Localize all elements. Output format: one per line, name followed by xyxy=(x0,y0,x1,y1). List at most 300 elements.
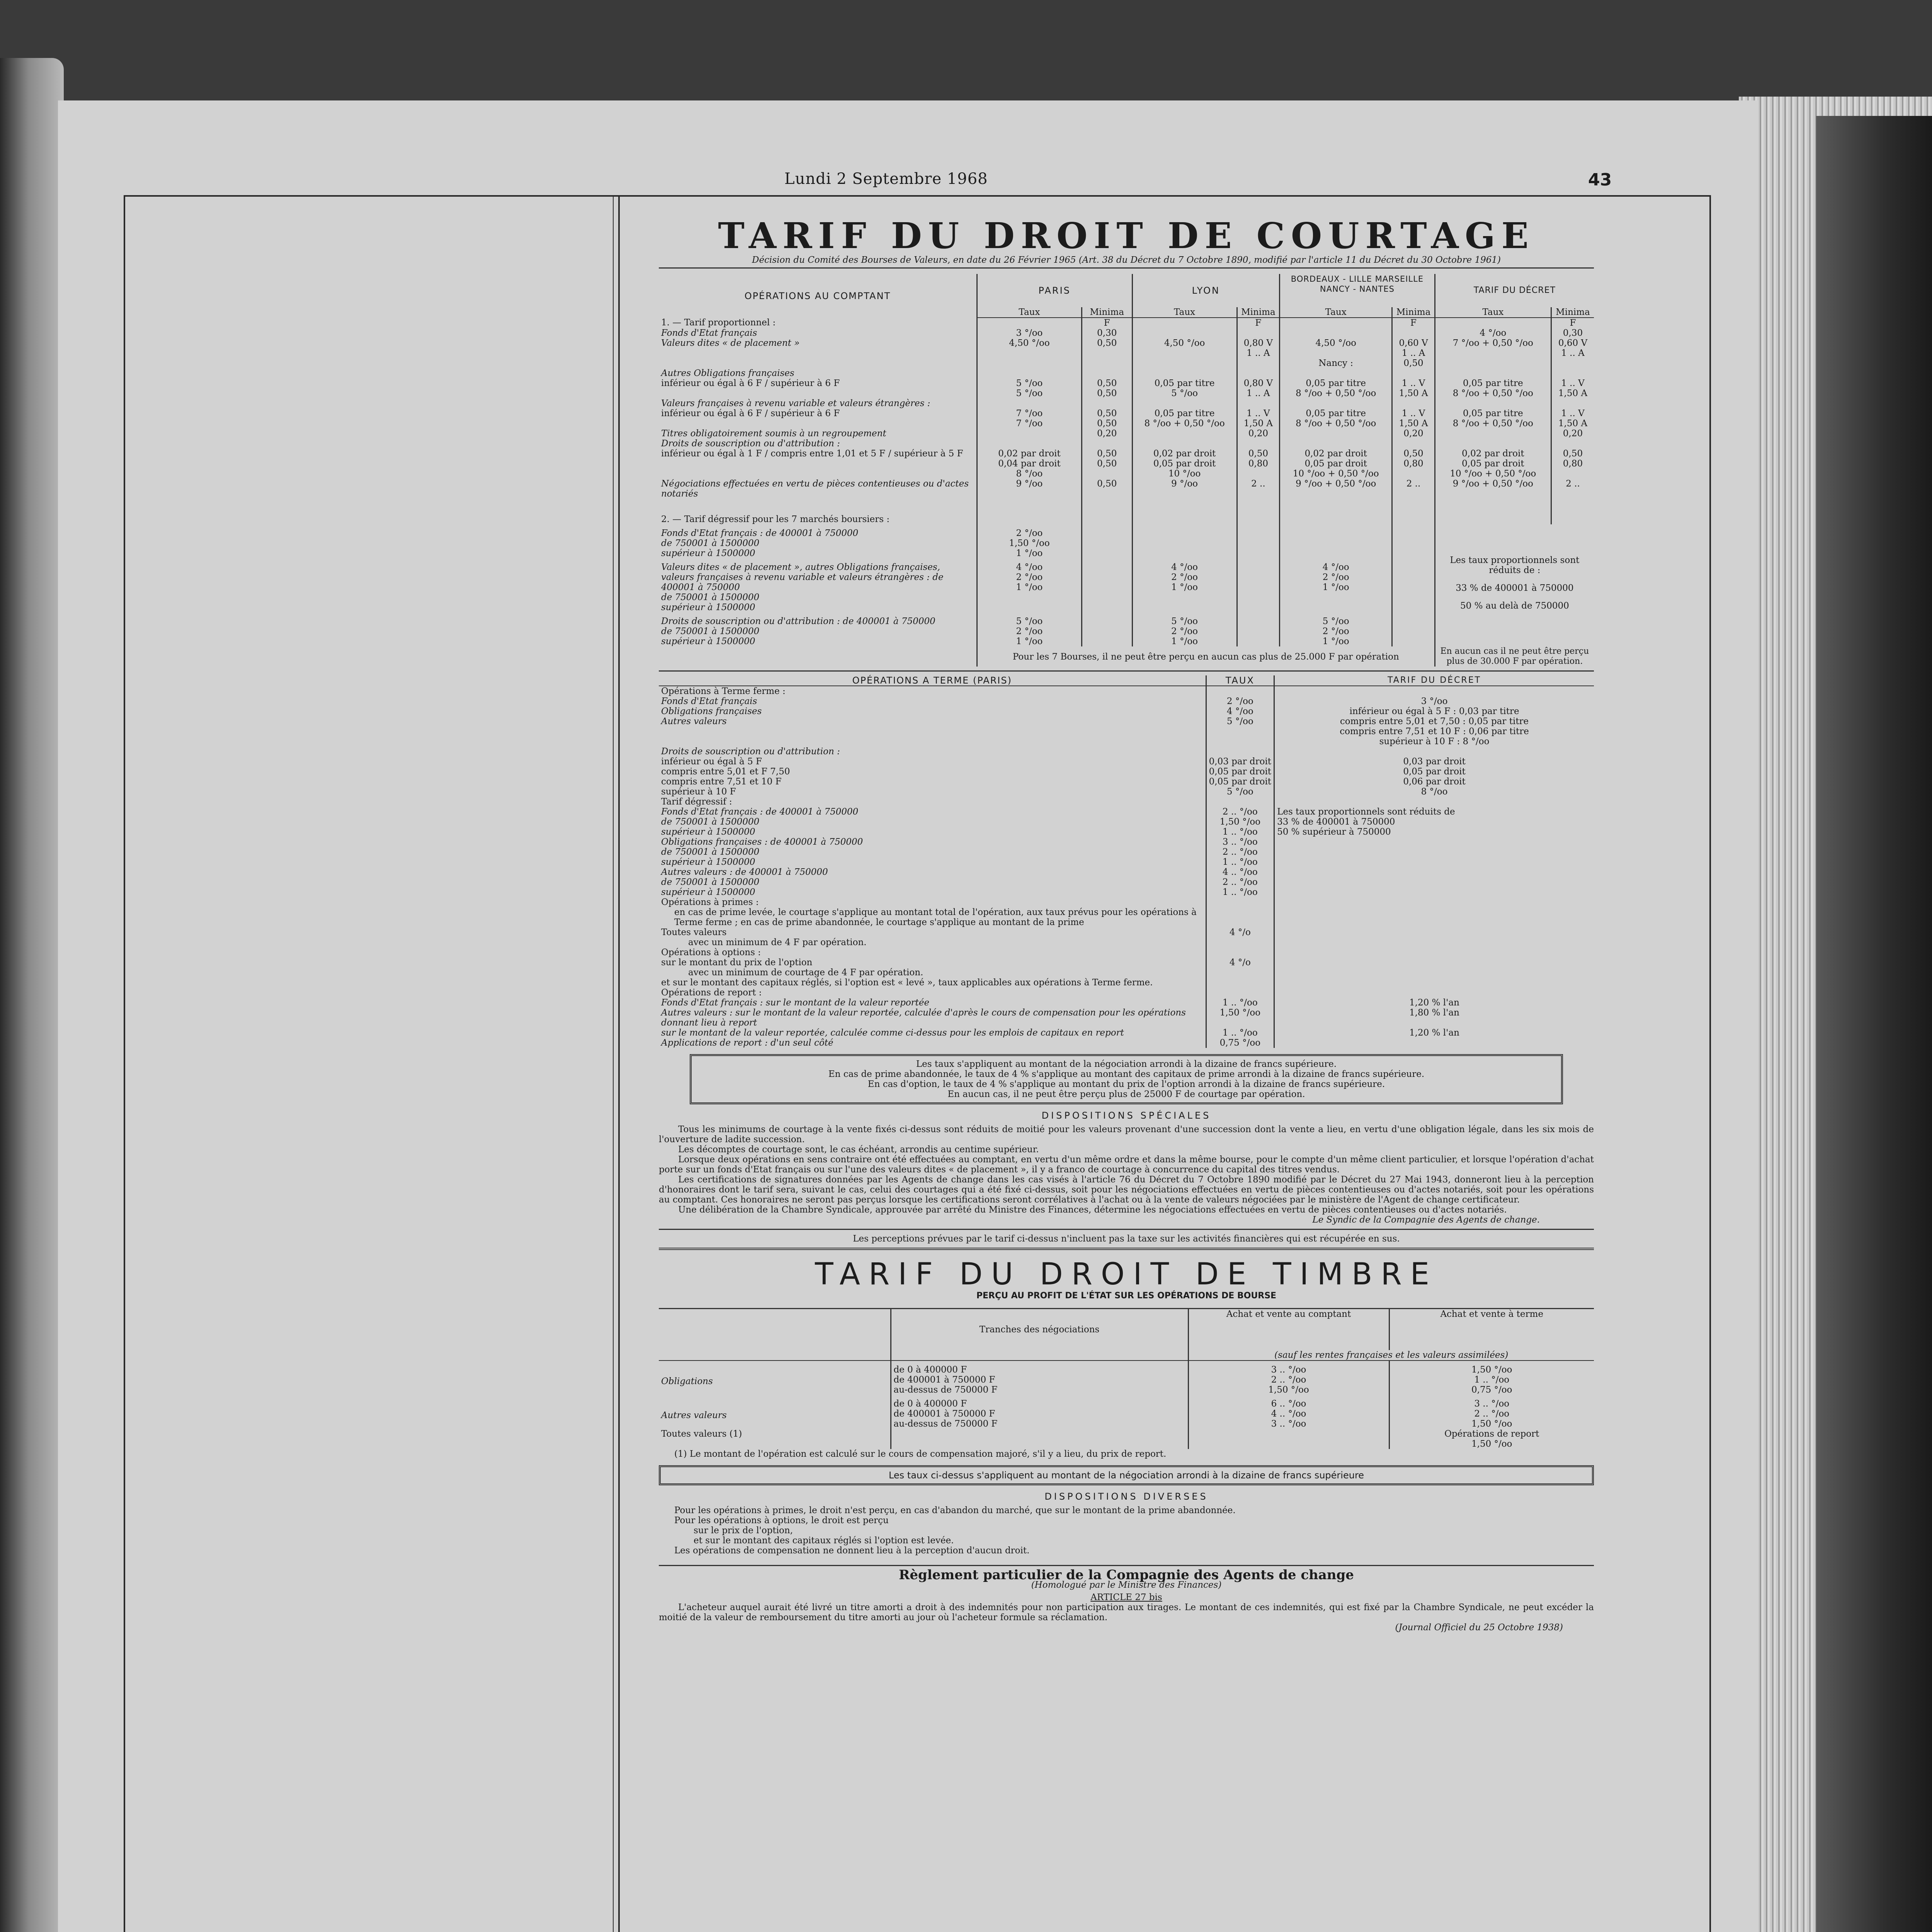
terme-row-decret: 0,05 par droit xyxy=(1274,767,1594,777)
section-rule xyxy=(659,1229,1594,1230)
diverses-line: sur le prix de l'option, xyxy=(694,1526,793,1536)
terme-row-decret: 1,80 % l'an xyxy=(1274,1008,1594,1028)
terme-heading: OPÉRATIONS A TERME (PARIS) xyxy=(659,675,1206,686)
comptant-cell-pmin: 0,30 xyxy=(1082,328,1133,338)
options-text-2: avec un minimum de courtage de 4 F par opération. xyxy=(688,968,923,978)
comptant-cell-lmin: 2 .. xyxy=(1237,479,1279,499)
terme-row xyxy=(659,1008,1594,1028)
terme-box xyxy=(690,1054,1563,1104)
comptant-cell-dec xyxy=(1435,429,1551,439)
degressif-bord xyxy=(1280,524,1392,558)
terme-row-taux: 4 °/oo xyxy=(1206,706,1274,716)
comptant-cell-paris xyxy=(977,358,1082,368)
comptant-cell-lyon: 9 °/oo xyxy=(1132,479,1237,499)
sub-minima: Minima xyxy=(1237,307,1279,318)
speciales-paragraph: Les certifications de signatures données par les Agents de change dans les cas visés à l'article 76 du Décret du 7 Octobre 1890 modifié par le Décret du 27 Mai 1943, donneront lieu à la perception d'honoraires dont le tarif sera, suivant le cas, celui des courtages qui a été fixé ci-dessus, soit pour les négociations effectuées en vertu de pièces contentieuses ou d'actes notariés, soit pour les opérations au comptant. Ces honoraires ne seront pas perçus lorsque les certifications seront corrélatives à l'achat ou à la vente de valeurs négociées par le ministère de l'Agent de change certificateur. xyxy=(659,1175,1594,1205)
sub-minima: Minima xyxy=(1082,307,1133,318)
degressif-row-label: Fonds d'Etat français : de 400001 à 750000 de 750001 à 1500000 supérieur à 1500000 xyxy=(661,528,859,558)
terme-row-label: Autres valeurs : sur le montant de la valeur reportée, calculée d'après le cours de compensation pour les opérations donnant lieu à report xyxy=(661,1008,1186,1028)
col-bordeaux: BORDEAUX - LILLE MARSEILLE NANCY - NANTES xyxy=(1280,274,1435,307)
comptant-cell-lmin: 0,80 V 1 .. A xyxy=(1237,378,1279,398)
primes-text: en cas de prime levée, le courtage s'applique au montant total de l'opération, aux taux prévus pour les opérations à Terme ferme ; en cas de prime abandonnée, le courtage s'applique au montant de la prime xyxy=(674,907,1197,927)
degressif-bord: 5 °/oo 2 °/oo 1 °/oo xyxy=(1280,612,1392,646)
timbre-comptant: 3 .. °/oo 2 .. °/oo 1,50 °/oo xyxy=(1188,1361,1389,1395)
options-text-1: sur le montant du prix de l'option xyxy=(661,957,813,968)
terme-row-taux: 1 .. °/oo xyxy=(1206,1028,1274,1038)
comptant-cell-bord: 9 °/oo + 0,50 °/oo xyxy=(1280,479,1392,499)
terme-row-taux: 0,05 par droit xyxy=(1206,777,1274,787)
comptant-row xyxy=(659,439,1594,449)
comptant-cell-lmin xyxy=(1237,328,1279,338)
terme-row-label: Autres valeurs : de 400001 à 750000 de 750001 à 1500000 supérieur à 1500000 xyxy=(661,867,828,897)
comptant-cell-lmin: 0,80 V 1 .. A xyxy=(1237,338,1279,358)
degressif-paris-min xyxy=(1082,558,1133,612)
comptant-cell-bord: 0,02 par droit 0,05 par droit 10 °/oo + 0,50 °/oo xyxy=(1280,449,1392,479)
comptant-cell-dec xyxy=(1435,439,1551,449)
sub-taux: Taux xyxy=(977,307,1082,318)
degressif-lyon: 4 °/oo 2 °/oo 1 °/oo xyxy=(1132,558,1237,612)
terme-row-taux: 1,50 °/oo xyxy=(1206,1008,1274,1028)
sub-minima: Minima xyxy=(1551,307,1594,318)
timbre-report xyxy=(1389,1429,1594,1449)
sec2-label: 2. — Tarif dégressif pour les 7 marchés boursiers : xyxy=(661,514,890,524)
comptant-cell-bord xyxy=(1280,429,1392,439)
terme-row xyxy=(659,998,1594,1008)
comptant-cell-pmin: 0,20 xyxy=(1082,429,1133,439)
reglement-title: Règlement particulier de la Compagnie des Agents de change xyxy=(899,1567,1354,1583)
terme-row-label: Obligations françaises xyxy=(661,706,762,716)
comptant-cell-bord xyxy=(1280,368,1392,378)
terme-row xyxy=(659,726,1594,736)
column-divider-thin xyxy=(613,195,614,1932)
comptant-cell-bmin xyxy=(1392,368,1435,378)
comptant-cell-dmin: 2 .. xyxy=(1551,479,1594,499)
main-content xyxy=(659,216,1594,1932)
timbre-footnote: (1) Le montant de l'opération est calculé sur le cours de compensation majoré, s'il y a lieu, du prix de report. xyxy=(674,1449,1167,1459)
degressif-decret-line: 50 % supérieur à 750000 xyxy=(1277,827,1391,837)
comptant-row xyxy=(659,429,1594,439)
degressif-row xyxy=(659,524,1594,558)
note-7-bourses: Pour les 7 Bourses, il ne peut être perçu en aucun cas plus de 25.000 F par opération xyxy=(977,646,1435,667)
comptant-cell-dmin: 1 .. V 1,50 A xyxy=(1551,408,1594,429)
comptant-cell-dmin: 0,20 xyxy=(1551,429,1594,439)
col-paris: PARIS xyxy=(977,274,1132,307)
terme-row-taux: 3 .. °/oo 2 .. °/oo 1 .. °/oo xyxy=(1206,837,1274,867)
degressif-paris-min xyxy=(1082,612,1133,646)
comptant-row xyxy=(659,368,1594,378)
degressif-bord-min xyxy=(1392,558,1435,612)
comptant-cell-paris: 9 °/oo xyxy=(977,479,1082,499)
reglement-subtitle: (Homologué par le Ministre des Finances) xyxy=(1031,1580,1222,1590)
terme-col-taux: TAUX xyxy=(1206,675,1274,686)
sub-taux: Taux xyxy=(1280,307,1392,318)
comptant-cell-bmin: 0,50 xyxy=(1392,358,1435,368)
comptant-cell-dmin: 0,30 xyxy=(1551,328,1594,338)
comptant-cell-paris xyxy=(977,429,1082,439)
diverses-heading: DISPOSITIONS DIVERSES xyxy=(1044,1491,1208,1502)
terme-table xyxy=(659,675,1594,1048)
box-line: Les taux s'appliquent au montant de la négociation arrondi à la dizaine de francs supérieure. xyxy=(916,1059,1337,1069)
terme-row xyxy=(659,757,1594,767)
comptant-cell-pmin: 0,50 0,50 xyxy=(1082,378,1133,398)
comptant-cell-lyon: 0,05 par titre 5 °/oo xyxy=(1132,378,1237,398)
terme-row xyxy=(659,706,1594,716)
comptant-cell-bmin: 2 .. xyxy=(1392,479,1435,499)
terme-row-taux: 4 .. °/oo 2 .. °/oo 1 .. °/oo xyxy=(1206,867,1274,897)
options-taux: 4 °/o xyxy=(1206,957,1274,988)
terme-col-decret: TARIF DU DÉCRET xyxy=(1274,675,1594,686)
comptant-cell-lyon: 4,50 °/oo xyxy=(1132,338,1237,358)
decret-note-line: 33 % de 400001 à 750000 xyxy=(1456,583,1574,593)
comptant-cell-paris: 4,50 °/oo xyxy=(977,338,1082,358)
terme-ferme-label: Opérations à Terme ferme : xyxy=(661,686,786,696)
terme-row-decret: compris entre 7,51 et 10 F : 0,06 par titre xyxy=(1274,726,1594,736)
comptant-cell-bmin: 0,20 xyxy=(1392,429,1435,439)
speciales-heading: DISPOSITIONS SPÉCIALES xyxy=(1041,1110,1211,1121)
comptant-cell-bord xyxy=(1280,328,1392,338)
comptant-cell-pmin xyxy=(1082,368,1133,378)
terme-row-decret: 1,20 % l'an xyxy=(1274,1028,1594,1038)
timbre-sauf: (sauf les rentes françaises et les valeurs assimilées) xyxy=(1188,1350,1594,1361)
terme-row-taux: 1 .. °/oo xyxy=(1206,998,1274,1008)
comptant-cell-lyon xyxy=(1132,439,1237,449)
toutes-valeurs: Toutes valeurs (1) xyxy=(661,1429,742,1439)
terme-row-decret: 0,03 par droit xyxy=(1274,757,1594,767)
comptant-cell-paris xyxy=(977,368,1082,378)
comptant-cell-paris: 7 °/oo 7 °/oo xyxy=(977,408,1082,429)
comptant-table xyxy=(659,274,1594,667)
comptant-cell-lyon xyxy=(1132,358,1237,368)
comptant-cell-bord: Nancy : xyxy=(1280,358,1392,368)
comptant-cell-dec: 0,05 par titre 8 °/oo + 0,50 °/oo xyxy=(1435,378,1551,398)
terme-row-label xyxy=(659,726,1206,736)
comptant-cell-paris: 5 °/oo 5 °/oo xyxy=(977,378,1082,398)
terme-row-decret xyxy=(1274,837,1594,867)
unit-f: F xyxy=(1392,318,1435,328)
comptant-cell-lmin: 0,50 0,80 xyxy=(1237,449,1279,479)
degressif-row-label: Droits de souscription ou d'attribution : de 400001 à 750000 de 750001 à 1500000 supérieur à 1500000 xyxy=(661,616,935,646)
timbre-row-label: Obligations xyxy=(661,1376,713,1386)
decret-note-line: Les taux proportionnels sont réduits de : xyxy=(1450,555,1580,575)
comptant-cell-paris: 3 °/oo xyxy=(977,328,1082,338)
options-text-3: et sur le montant des capitaux réglés, si l'option est « levé », taux applicables aux opérations à Terme ferme. xyxy=(661,978,1153,988)
timbre-comptant: 6 .. °/oo 4 .. °/oo 3 .. °/oo xyxy=(1188,1395,1389,1429)
comptant-row-label: Fonds d'Etat français xyxy=(661,328,757,338)
terme-row-taux xyxy=(1206,726,1274,736)
options-label: Opérations à options : xyxy=(661,947,761,957)
comptant-row xyxy=(659,358,1594,368)
comptant-cell-dmin xyxy=(1551,368,1594,378)
primes-toutes xyxy=(659,927,1206,947)
comptant-row-label xyxy=(659,358,977,368)
diverses-line: et sur le montant des capitaux réglés si l'option est levée. xyxy=(694,1536,954,1546)
comptant-cell-pmin: 0,50 0,50 xyxy=(1082,449,1133,479)
degressif-decret-line: 33 % de 400001 à 750000 xyxy=(1277,817,1395,827)
box-line: En cas d'option, le taux de 4 % s'applique au montant du prix de l'option arrondi à la dizaine de francs supérieure. xyxy=(867,1079,1385,1089)
terme-row-label: Fonds d'Etat français xyxy=(661,696,757,706)
left-page-edge xyxy=(0,58,64,1932)
comptant-row-label: Droits de souscription ou d'attribution : xyxy=(661,439,840,449)
terme-row-taux: 0,03 par droit xyxy=(1206,757,1274,767)
timbre-terme: 3 .. °/oo 2 .. °/oo 1,50 °/oo xyxy=(1389,1395,1594,1429)
timbre-terme: 1,50 °/oo 1 .. °/oo 0,75 °/oo xyxy=(1389,1361,1594,1395)
terme-row-decret: compris entre 5,01 et 7,50 : 0,05 par titre xyxy=(1274,716,1594,726)
comptant-cell-dec xyxy=(1435,398,1551,408)
courtage-subtitle: Décision du Comité des Bourses de Valeurs, en date du 26 Février 1965 (Art. 38 du Décret du 7 Octobre 1890, modifié par l'article 11 du Décret du 30 Octobre 1961) xyxy=(659,255,1594,269)
comptant-cell-bmin: 0,50 0,80 xyxy=(1392,449,1435,479)
degressif-bord-min xyxy=(1392,612,1435,646)
terme-row-decret: supérieur à 10 F : 8 °/oo xyxy=(1274,736,1594,747)
diverses-line: Pour les opérations à primes, le droit n'est perçu, en cas d'abandon du marché, que sur le montant de la prime abandonnée. xyxy=(674,1505,1236,1515)
terme-row xyxy=(659,867,1594,897)
terme-row-taux: 5 °/oo xyxy=(1206,787,1274,797)
timbre-col-tranches: Tranches des négociations xyxy=(891,1309,1188,1350)
comptant-cell-bord xyxy=(1280,439,1392,449)
comptant-cell-lyon xyxy=(1132,328,1237,338)
comptant-cell-lmin xyxy=(1237,398,1279,408)
terme-row-label: Autres valeurs xyxy=(661,716,727,726)
primes-label: Opérations à primes : xyxy=(661,897,759,907)
diverses-text xyxy=(659,1505,1594,1556)
timbre-row-label: Autres valeurs xyxy=(661,1410,727,1420)
comptant-row xyxy=(659,328,1594,338)
comptant-cell-dec: 7 °/oo + 0,50 °/oo xyxy=(1435,338,1551,358)
timbre-box: Les taux ci-dessus s'appliquent au montant de la négociation arrondi à la dizaine de francs supérieure xyxy=(659,1465,1594,1485)
diverses-line: Pour les opérations à options, le droit est perçu xyxy=(674,1515,889,1526)
comptant-cell-lyon xyxy=(1132,429,1237,439)
reglement-text: L'acheteur auquel aurait été livré un titre amorti a droit à des indemnités pour non participation aux tirages. Le montant de ces indemnités, qui est fixé par la Chambre Syndicale, ne peut excéder la moitié de la valeur de remboursement du titre amorti au jour où l'acheteur formule sa réclamation. xyxy=(659,1602,1594,1622)
comptant-cell-bmin: 0,60 V 1 .. A xyxy=(1392,338,1435,358)
comptant-row-label: Valeurs dites « de placement » xyxy=(661,338,800,348)
degressif-lyon xyxy=(1132,524,1237,558)
terme-row-decret xyxy=(1274,807,1594,837)
comptant-cell-dmin: 0,50 0,80 xyxy=(1551,449,1594,479)
terme-row-decret: 1,20 % l'an xyxy=(1274,998,1594,1008)
comptant-cell-bord: 0,05 par titre 8 °/oo + 0,50 °/oo xyxy=(1280,378,1392,398)
comptant-cell-pmin xyxy=(1082,358,1133,368)
comptant-cell-bord: 0,05 par titre 8 °/oo + 0,50 °/oo xyxy=(1280,408,1392,429)
comptant-row-label: Titres obligatoirement soumis à un regroupement xyxy=(661,429,886,439)
terme-row-label: Fonds d'Etat français : sur le montant de la valeur reportée xyxy=(661,998,930,1008)
speciales-paragraph: Une délibération de la Chambre Syndicale, approuvée par arrêté du Ministre des Finances, détermine les négociations effectuées en vertu de pièces contentieuses ou d'actes notariés. xyxy=(678,1205,1507,1215)
comptant-cell-dec xyxy=(1435,368,1551,378)
comptant-cell-pmin xyxy=(1082,398,1133,408)
primes-min: avec un minimum de 4 F par opération. xyxy=(688,937,867,947)
comptant-cell-pmin: 0,50 xyxy=(1082,479,1133,499)
sub-taux: Taux xyxy=(1435,307,1551,318)
options-text xyxy=(659,957,1206,988)
header-date: Lundi 2 Septembre 1968 xyxy=(784,170,988,188)
comptant-heading: OPÉRATIONS AU COMPTANT xyxy=(744,290,891,301)
sec1-label: 1. — Tarif proportionnel : xyxy=(661,318,776,328)
sub-minima: Minima xyxy=(1392,307,1435,318)
comptant-row-label: Autres Obligations françaises xyxy=(661,368,794,378)
comptant-cell-paris xyxy=(977,398,1082,408)
comptant-row xyxy=(659,378,1594,398)
degressif-lyon-min xyxy=(1237,558,1279,612)
unit-f: F xyxy=(1551,318,1594,328)
comptant-cell-bord: 4,50 °/oo xyxy=(1280,338,1392,358)
comptant-cell-dmin xyxy=(1551,439,1594,449)
timbre-table xyxy=(659,1308,1594,1449)
comptant-cell-pmin: 0,50 0,50 xyxy=(1082,408,1133,429)
terme-row-taux xyxy=(1206,736,1274,747)
timbre-col-comptant: Achat et vente au comptant xyxy=(1188,1309,1389,1350)
comptant-cell-lmin xyxy=(1237,358,1279,368)
timbre-title: TARIF DU DROIT DE TIMBRE xyxy=(815,1257,1438,1292)
terme-row-decret: 3 °/oo xyxy=(1274,696,1594,706)
degressif-lyon-min xyxy=(1237,524,1279,558)
box-line: En cas de prime abandonnée, le taux de 4 % s'applique au montant des capitaux de prime arrondi à la dizaine de francs supérieure. xyxy=(828,1069,1425,1079)
comptant-row-label: inférieur ou égal à 1 F / compris entre 1,01 et 5 F / supérieur à 5 F xyxy=(661,449,963,459)
comptant-cell-bmin xyxy=(1392,328,1435,338)
section-rule xyxy=(659,1565,1594,1566)
terme-row xyxy=(659,1028,1594,1038)
comptant-row xyxy=(659,398,1594,408)
speciales-paragraph: Tous les minimums de courtage à la vente fixés ci-dessus sont réduits de moitié pour les valeurs provenant d'une succession dont la vente a lieu, en vertu d'une obligation légale, dans les six mois de l'ouverture de ladite succession. xyxy=(659,1124,1594,1145)
comptant-cell-dec: 9 °/oo + 0,50 °/oo xyxy=(1435,479,1551,499)
decret-note-line: 50 % au delà de 750000 xyxy=(1460,601,1569,611)
comptant-cell-lyon: 0,05 par titre 8 °/oo + 0,50 °/oo xyxy=(1132,408,1237,429)
comptant-cell-dmin: 0,60 V 1 .. A xyxy=(1551,338,1594,358)
timbre-col-terme: Achat et vente à terme xyxy=(1389,1309,1594,1350)
comptant-cell-paris xyxy=(977,439,1082,449)
comptant-cell-lmin xyxy=(1237,368,1279,378)
comptant-cell-dec: 0,02 par droit 0,05 par droit 10 °/oo + 0,50 °/oo xyxy=(1435,449,1551,479)
timbre-row xyxy=(659,1361,1594,1395)
comptant-cell-lmin: 0,20 xyxy=(1237,429,1279,439)
terme-degressif-label: Tarif dégressif : xyxy=(661,797,732,807)
comptant-cell-dec xyxy=(1435,358,1551,368)
terme-row-taux: 2 .. °/oo 1,50 °/oo 1 .. °/oo xyxy=(1206,807,1274,837)
terme-row xyxy=(659,1038,1594,1048)
speciales-paragraph: Lorsque deux opérations en sens contraire ont été effectuées au comptant, en vertu d'un même ordre et dans la même bourse, pour le compte d'un même client particulier, et lorsque l'opération d'achat porte sur un fonds d'Etat français ou sur l'une des valeurs dites « de placement », il y a franco de courtage à concurrence du capital des titres vendus. xyxy=(659,1155,1594,1175)
comptant-cell-dmin xyxy=(1551,358,1594,368)
primes-toutes-label: Toutes valeurs xyxy=(661,927,727,937)
degressif-decret-line: Les taux proportionnels sont réduits de xyxy=(1277,807,1455,817)
box-line: En aucun cas, il ne peut être perçu plus de 25000 F de courtage par opération. xyxy=(947,1089,1305,1099)
primes-taux: 4 °/o xyxy=(1206,927,1274,947)
terme-row-label: sur le montant de la valeur reportée, calculée comme ci-dessus pour les emplois de capitaux en report xyxy=(661,1028,1124,1038)
degressif-bord: 4 °/oo 2 °/oo 1 °/oo xyxy=(1280,558,1392,612)
speciales-paragraph: Les décomptes de courtage sont, le cas échéant, arrondis au centime supérieur. xyxy=(678,1145,1039,1155)
sub-taux: Taux xyxy=(1132,307,1237,318)
report-label: Opérations de report : xyxy=(661,988,762,998)
timbre-tranches: de 0 à 400000 F de 400001 à 750000 F au-dessus de 750000 F xyxy=(891,1361,1188,1395)
comptant-row xyxy=(659,479,1594,499)
speciales-text xyxy=(659,1124,1594,1215)
comptant-cell-dmin xyxy=(1551,398,1594,408)
terme-row xyxy=(659,807,1594,837)
terme-droits-label: Droits de souscription ou d'attribution : xyxy=(661,747,840,757)
column-divider xyxy=(618,195,620,1932)
degressif-paris: 4 °/oo 2 °/oo 1 °/oo xyxy=(977,558,1082,612)
terme-row xyxy=(659,716,1594,726)
section-rule xyxy=(659,670,1594,672)
comptant-cell-dec: 4 °/oo xyxy=(1435,328,1551,338)
page-number: 43 xyxy=(1588,170,1612,190)
timbre-tranches: de 0 à 400000 F de 400001 à 750000 F au-dessus de 750000 F xyxy=(891,1395,1188,1429)
comptant-cell-bmin xyxy=(1392,398,1435,408)
degressif-paris: 2 °/oo 1,50 °/oo 1 °/oo xyxy=(977,524,1082,558)
comptant-row xyxy=(659,408,1594,429)
comptant-row-label: inférieur ou égal à 6 F / supérieur à 6 F xyxy=(661,408,840,418)
unit-f: F xyxy=(1237,318,1279,328)
terme-row-label: Obligations françaises : de 400001 à 750000 de 750001 à 1500000 supérieur à 1500000 xyxy=(661,837,863,867)
comptant-cell-bmin xyxy=(1392,439,1435,449)
terme-row-decret: 8 °/oo xyxy=(1274,787,1594,797)
courtage-title: TARIF DU DROIT DE COURTAGE xyxy=(718,215,1535,257)
terme-row-label: Fonds d'Etat français : de 400001 à 750000 de 750001 à 1500000 supérieur à 1500000 xyxy=(661,807,859,837)
degressif-row-label: Valeurs dites « de placement », autres Obligations françaises, valeurs françaises à revenu variable et valeurs étrangères : de 400001 à 750000 de 750001 à 1500000 supérieur à 1500000 xyxy=(661,562,944,612)
decret-degressif-note xyxy=(1435,524,1594,646)
comptant-row-label: Négociations effectuées en vertu de pièces contentieuses ou d'actes notariés xyxy=(661,479,969,499)
running-head xyxy=(618,170,1739,197)
terme-row xyxy=(659,837,1594,867)
col-lyon: LYON xyxy=(1132,274,1280,307)
comptant-cell-pmin: 0,50 xyxy=(1082,338,1133,358)
degressif-paris-min xyxy=(1082,524,1133,558)
terme-row-label xyxy=(659,736,1206,747)
timbre-report-label: Opérations de report xyxy=(1444,1429,1539,1439)
terme-row xyxy=(659,787,1594,797)
comptant-cell-lyon xyxy=(1132,398,1237,408)
comptant-row-label: Valeurs françaises à revenu variable et valeurs étrangères : xyxy=(661,398,930,408)
reglement-source: (Journal Officiel du 25 Octobre 1938) xyxy=(1395,1622,1563,1633)
terme-row xyxy=(659,696,1594,706)
terme-row-label: compris entre 7,51 et 10 F xyxy=(661,777,782,787)
comptant-cell-bord xyxy=(1280,398,1392,408)
degressif-paris: 5 °/oo 2 °/oo 1 °/oo xyxy=(977,612,1082,646)
terme-row xyxy=(659,736,1594,747)
degressif-bord-min xyxy=(1392,524,1435,558)
terme-row-label: inférieur ou égal à 5 F xyxy=(661,757,762,767)
col-decret: TARIF DU DÉCRET xyxy=(1435,274,1594,307)
section-rule-double xyxy=(659,1248,1594,1250)
comptant-cell-lmin xyxy=(1237,439,1279,449)
terme-row-taux: 5 °/oo xyxy=(1206,716,1274,726)
comptant-row xyxy=(659,338,1594,358)
comptant-cell-lyon xyxy=(1132,368,1237,378)
degressif-lyon: 5 °/oo 2 °/oo 1 °/oo xyxy=(1132,612,1237,646)
timbre-row xyxy=(659,1395,1594,1429)
comptant-cell-lyon: 0,02 par droit 0,05 par droit 10 °/oo xyxy=(1132,449,1237,479)
timbre-report-taux: 1,50 °/oo xyxy=(1471,1439,1512,1449)
reglement-article: ARTICLE 27 bis xyxy=(1090,1592,1162,1602)
unit-f: F xyxy=(1082,318,1133,328)
terme-row-taux: 2 °/oo xyxy=(1206,696,1274,706)
comptant-cell-lmin: 1 .. V 1,50 A xyxy=(1237,408,1279,429)
comptant-cell-paris: 0,02 par droit 0,04 par droit 8 °/oo xyxy=(977,449,1082,479)
terme-row-decret: 0,06 par droit xyxy=(1274,777,1594,787)
terme-row-taux: 0,75 °/oo xyxy=(1206,1038,1274,1048)
timbre-subtitle: PERÇU AU PROFIT DE L'ÉTAT SUR LES OPÉRATIONS DE BOURSE xyxy=(976,1291,1277,1301)
terme-row-decret: inférieur ou égal à 5 F : 0,03 par titre xyxy=(1274,706,1594,716)
degressif-lyon-min xyxy=(1237,612,1279,646)
comptant-cell-bmin: 1 .. V 1,50 A xyxy=(1392,408,1435,429)
terme-row xyxy=(659,767,1594,777)
comptant-cell-pmin xyxy=(1082,439,1133,449)
comptant-row xyxy=(659,449,1594,479)
terme-row-label: compris entre 5,01 et F 7,50 xyxy=(661,767,790,777)
terme-row-taux: 0,05 par droit xyxy=(1206,767,1274,777)
terme-row-decret xyxy=(1274,867,1594,897)
terme-row-label: supérieur à 10 F xyxy=(661,787,736,797)
comptant-cell-dmin: 1 .. V 1,50 A xyxy=(1551,378,1594,398)
terme-row xyxy=(659,777,1594,787)
taxe-note: Les perceptions prévues par le tarif ci-dessus n'incluent pas la taxe sur les activités financières qui est récupérée en sus. xyxy=(853,1234,1400,1244)
comptant-row-label: inférieur ou égal à 6 F / supérieur à 6 F xyxy=(661,378,840,388)
